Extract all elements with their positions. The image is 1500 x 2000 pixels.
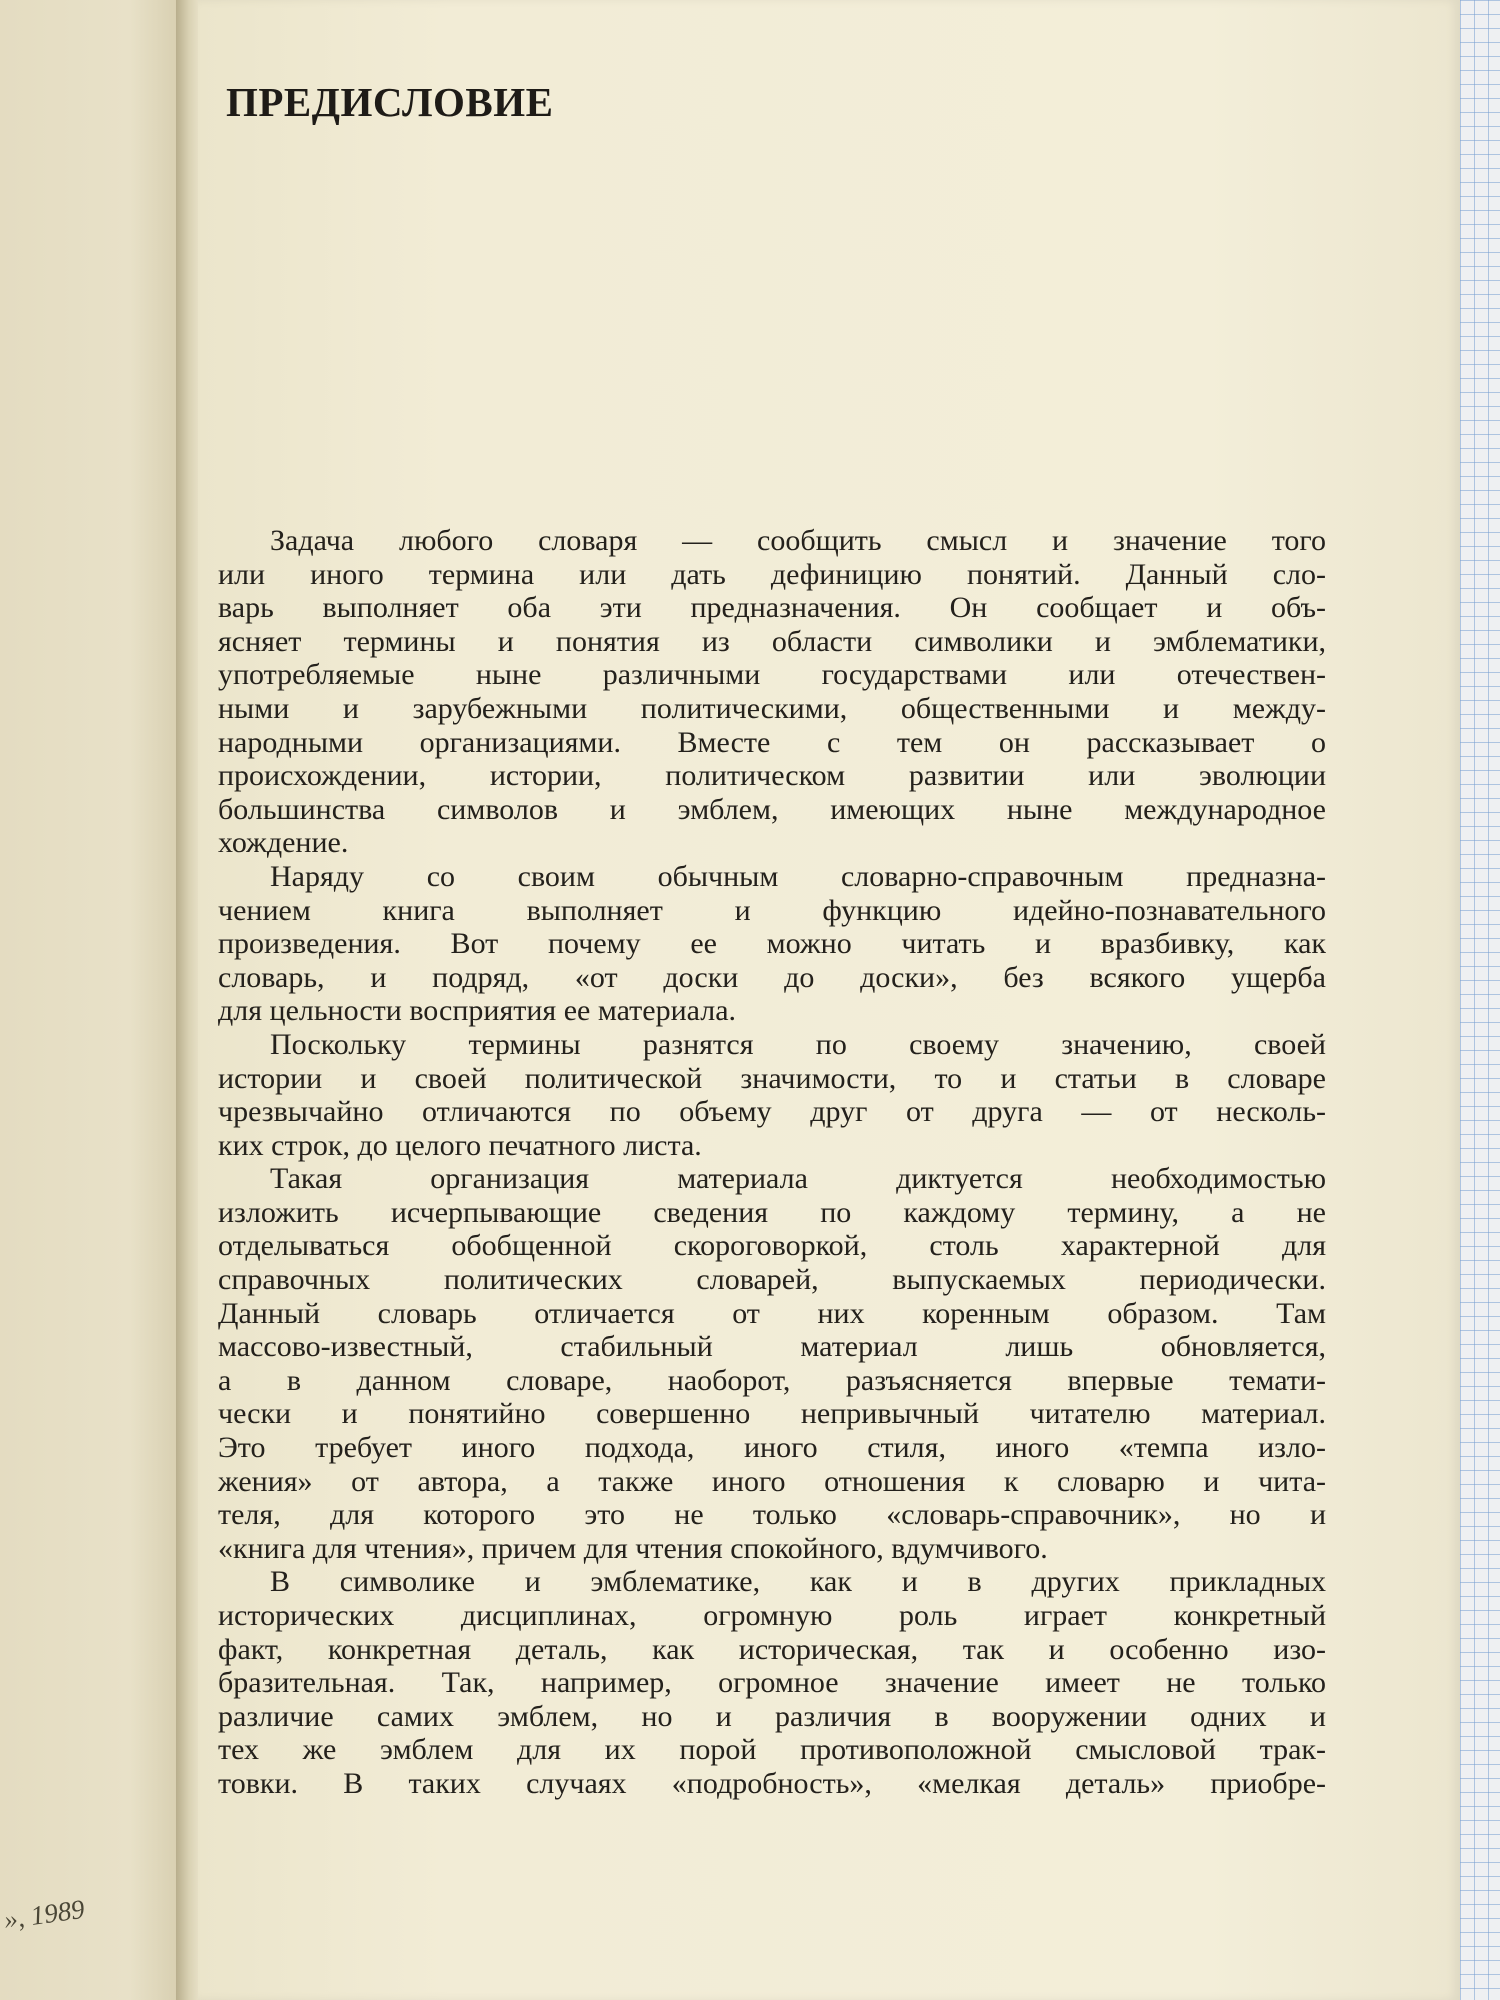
text-line: произведения. Вот почему ее можно читать и вразбивку, как xyxy=(218,927,1326,961)
page-text-body xyxy=(218,524,1326,1801)
text-line: ными и зарубежными политическими, общественными и между- xyxy=(218,691,1326,725)
text-line: факт, конкретная деталь, как историческая, так и особенно изо- xyxy=(218,1632,1326,1666)
text-line: для цельности восприятия ее материала. xyxy=(218,994,737,1028)
text-line: изложить исчерпывающие сведения по каждому термину, а не xyxy=(218,1195,1326,1229)
page-heading: ПРЕДИСЛОВИЕ xyxy=(226,79,554,125)
text-line: массово-известный, стабильный материал лишь обновляется, xyxy=(218,1330,1326,1364)
text-line: Наряду со своим обычным словарно-справочным предназна- xyxy=(270,859,1326,893)
text-line: варь выполняет оба эти предназначения. Он сообщает и объ- xyxy=(218,591,1326,625)
text-line: В символике и эмблематике, как и в других прикладных xyxy=(270,1565,1326,1599)
text-line: теля, для которого это не только «словарь-справочник», но и xyxy=(218,1498,1326,1532)
text-line: а в данном словаре, наоборот, разъясняется впервые темати- xyxy=(218,1363,1326,1397)
text-line: народными организациями. Вместе с тем он рассказывает о xyxy=(218,725,1326,759)
text-line: ких строк, до целого печатного листа. xyxy=(218,1128,702,1162)
text-line: употребляемые ныне различными государствами или отечествен- xyxy=(218,658,1326,692)
text-line: отделываться обобщенной скороговоркой, столь характерной для xyxy=(218,1229,1326,1263)
text-line: Такая организация материала диктуется необходимостью xyxy=(270,1162,1326,1196)
text-line: происхождении, истории, политическом развитии или эволюции xyxy=(218,759,1326,793)
text-line: истории и своей политической значимости, то и статьи в словаре xyxy=(218,1061,1326,1095)
text-line: чением книга выполняет и функцию идейно-познавательного xyxy=(218,893,1326,927)
text-line: чески и понятийно совершенно непривычный читателю материал. xyxy=(218,1397,1326,1431)
grid-paper-background xyxy=(1460,0,1500,2000)
text-line: чрезвычайно отличаются по объему друг от друга — от несколь- xyxy=(218,1095,1326,1129)
text-line: Задача любого словаря — сообщить смысл и значение того xyxy=(270,524,1326,557)
text-line: или иного термина или дать дефиницию понятий. Данный сло- xyxy=(218,557,1326,591)
text-line: исторических дисциплинах, огромную роль играет конкретный xyxy=(218,1599,1326,1632)
book-page xyxy=(198,0,1460,2000)
text-line: «книга для чтения», причем для чтения спокойного, вдумчивого. xyxy=(218,1531,1048,1565)
facing-page-footer-text: », 1989 xyxy=(2,1893,87,1935)
text-line: жения» от автора, а также иного отношения к словарю и чита- xyxy=(218,1464,1326,1498)
text-line: справочных политических словарей, выпускаемых периодически. xyxy=(218,1263,1326,1297)
text-line: хождение. xyxy=(218,826,349,860)
text-line: бразительная. Так, например, огромное значение имеет не только xyxy=(218,1666,1326,1700)
facing-page xyxy=(0,0,185,2000)
text-line: ясняет термины и понятия из области символики и эмблематики, xyxy=(218,624,1326,658)
text-line: словарь, и подряд, «от доски до доски», без всякого ущерба xyxy=(218,960,1326,994)
text-line: большинства символов и эмблем, имеющих ныне международное xyxy=(218,792,1326,826)
text-line: тех же эмблем для их порой противоположной смысловой трак- xyxy=(218,1733,1326,1767)
text-line: товки. В таких случаях «подробность», «мелкая деталь» приобре- xyxy=(218,1766,1326,1800)
text-line: Данный словарь отличается от них коренным образом. Там xyxy=(218,1296,1326,1330)
text-line: различие самих эмблем, но и различия в вооружении одних и xyxy=(218,1699,1326,1733)
text-line: Поскольку термины разнятся по своему значению, своей xyxy=(270,1027,1326,1061)
text-line: Это требует иного подхода, иного стиля, иного «темпа изло- xyxy=(218,1431,1326,1465)
